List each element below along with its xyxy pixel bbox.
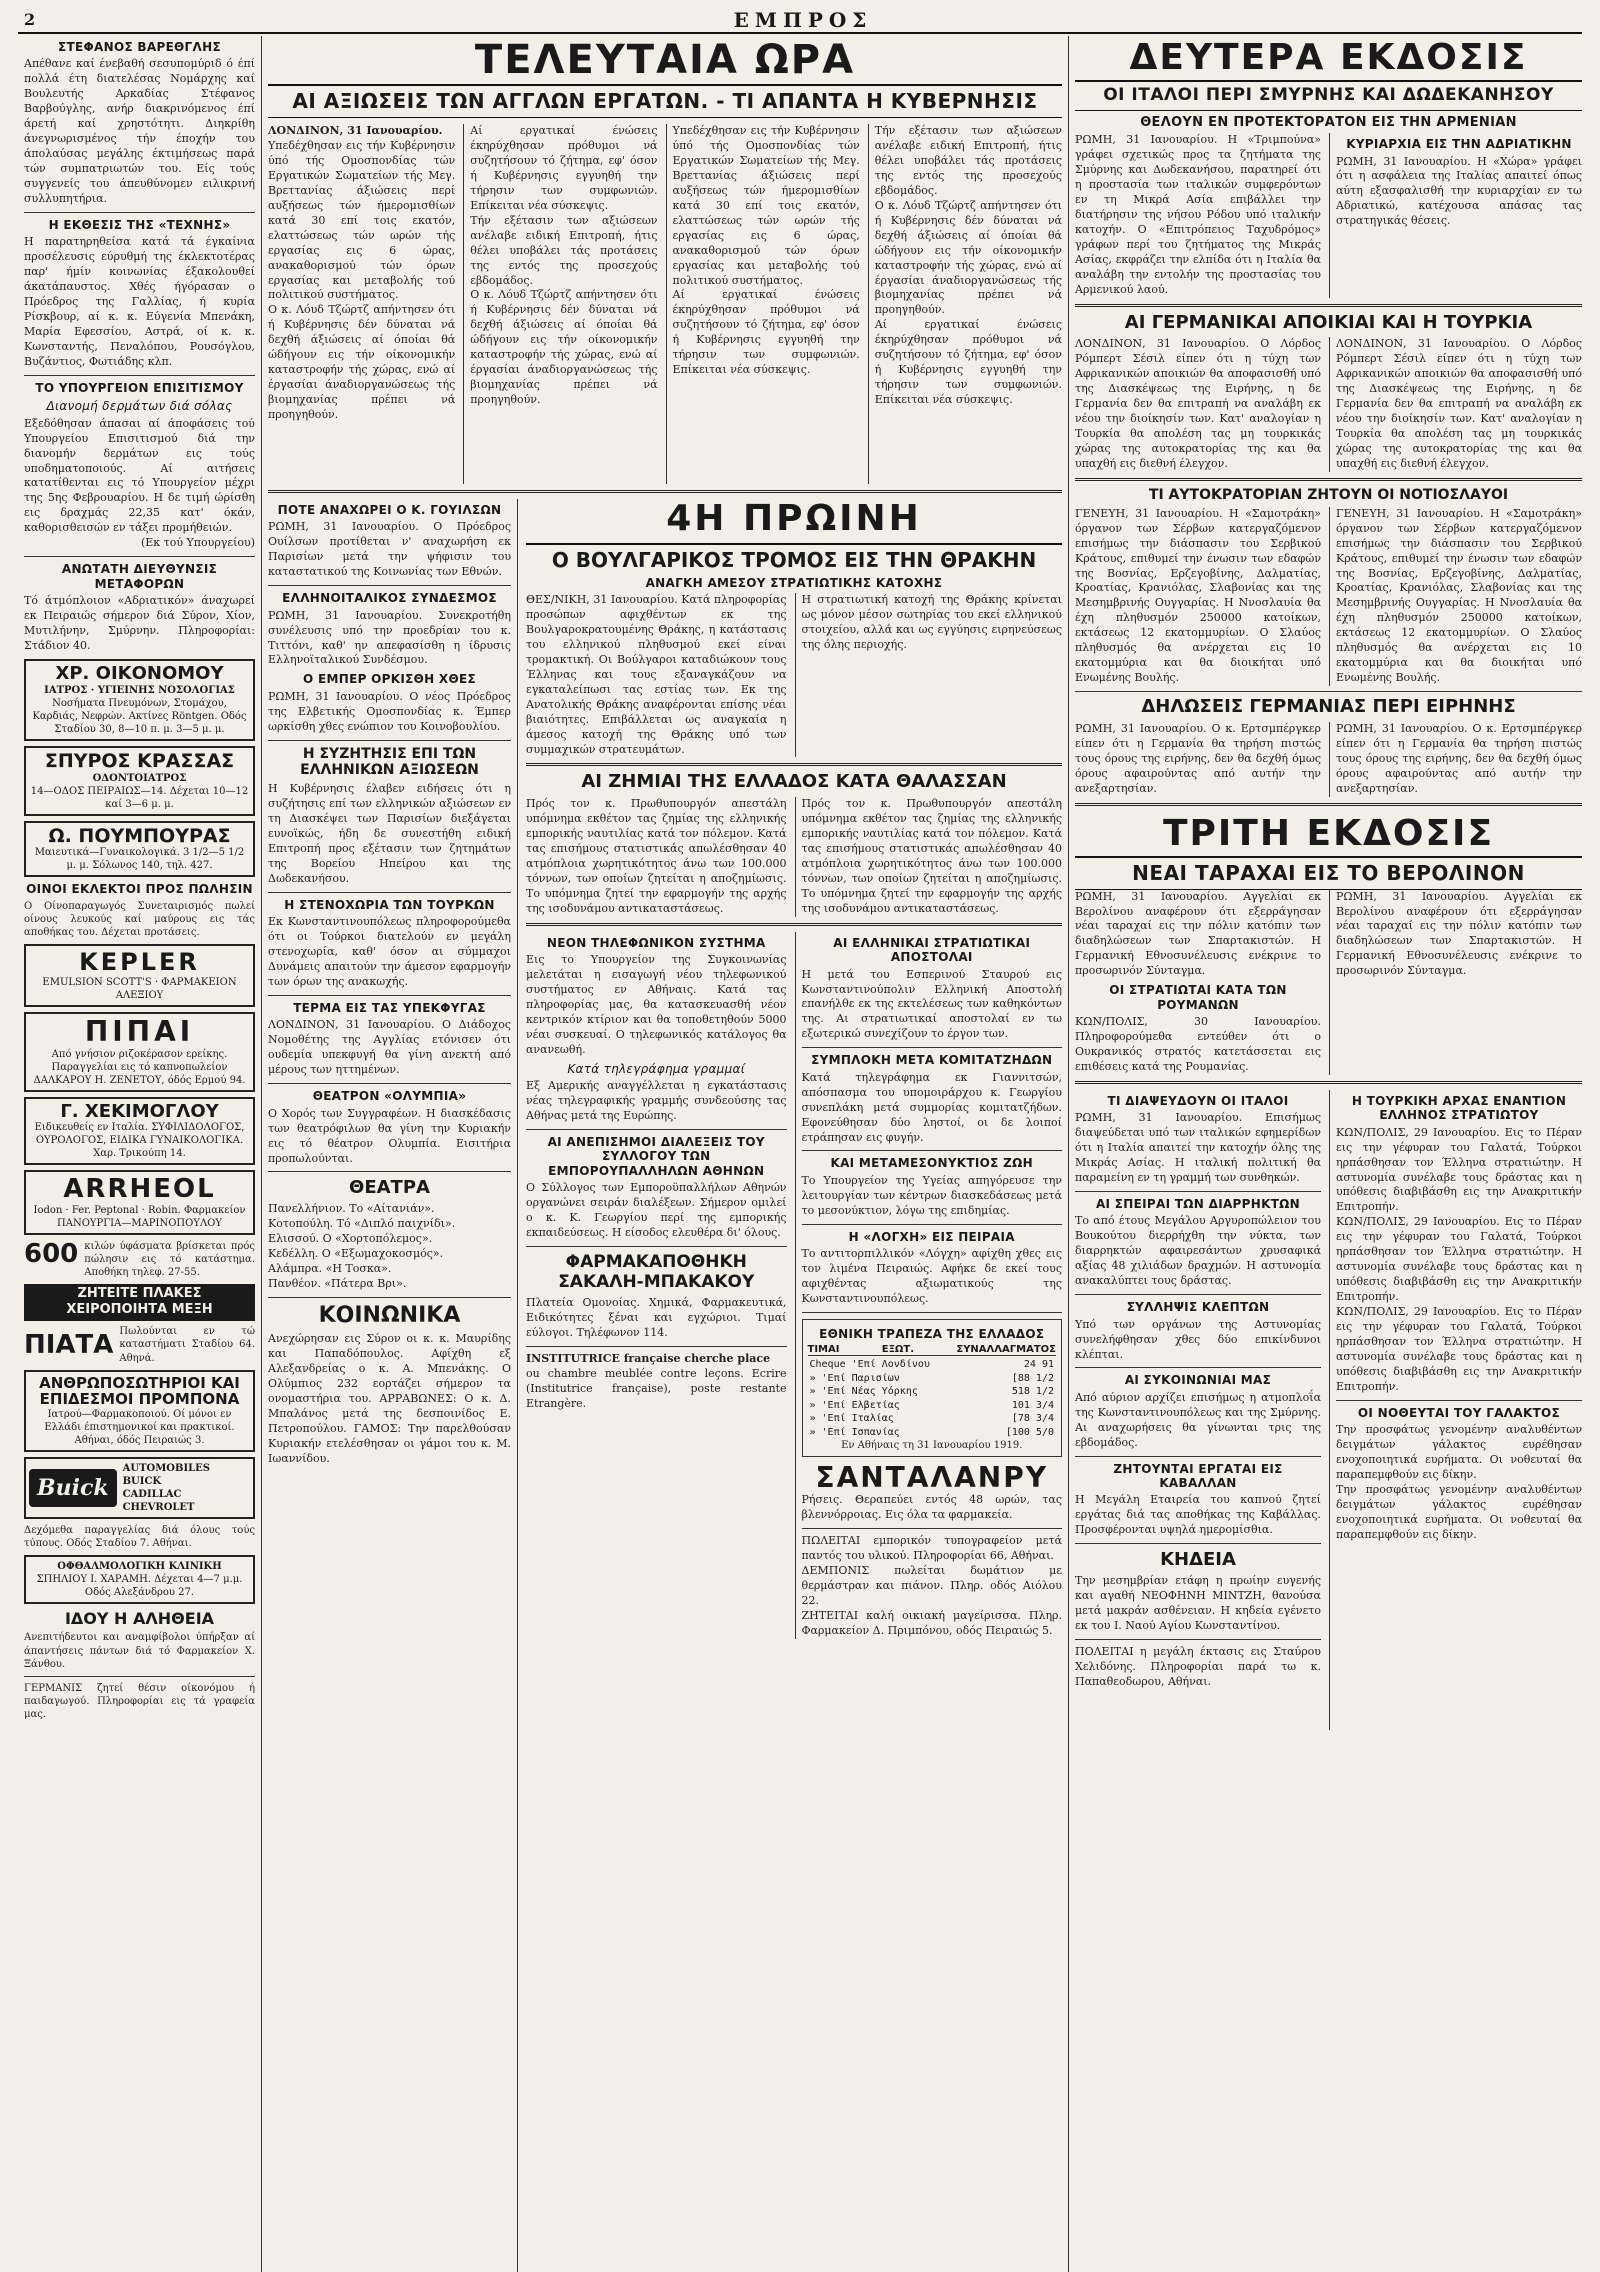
ad-buick <box>24 1457 255 1519</box>
lead-paragraph: Αί εργατικαί ένώσεις έκηρύχθησαν πρόθυμοι νά συζητήσουν τό ζήτημα, εφ' όσον ή Κυβέρνησις εγγυηθή την τήρησιν των συμφωνιών. Επίκειται νέα σύσκεψις. <box>672 288 860 377</box>
communications-title: ΑΙ ΣΥΚΟΙΝΩΝΙΑΙ ΜΑΣ <box>1124 1373 1272 1388</box>
divider <box>268 585 511 586</box>
exhibition-body: Η παρατηρηθείσα κατά τά έγκαίνια προσέλευσις εύρυθμή της έκλεκτοτέρας παρ' ήμίν κοινωνίας έξακολουθεί άκατάπαυστος. Χθές ήγόρασαν ο Πρόεδρος της Γαλλίας, ή κυρία Ρίσκβουρ, αί κ. κ. Εύγενία Μπενάκη, Μαρία Εφεσσίου, Αστρά, οί κ. κ. Κωνσταντής, Πεναλόπου, Ρουσόγλου, Βυζάντιος, Φωτιάδης κλπ. <box>24 235 255 368</box>
banner-second-edition: ΔΕΥΤΕΡΑ ΕΚΔΟΣΙΣ <box>1075 36 1582 82</box>
colonies-text: ΛΟΝΔΙΝΟΝ, 31 Ιανουαρίου. Ο Λόρδος Ρόμπερτ Σέσιλ είπεν ότι η τύχη των Αφρικανικών αποικιών θα αποφασισθή υπό της Διασκέψεως της Ειρήνης, η δε Γερμανία δεν θα επιτραπή να αναλάβη εκ νέου την διοίκησίν των. Κατ' αναλογίαν η Τουρκία θα απολέση τας μη τουρκικάς χώρας της αυτοκρατορίας της και θα υπαχθή εις διεθνή έλεγχον. <box>1075 337 1321 470</box>
divider <box>268 892 511 893</box>
ad-fabric-number: 600 <box>24 1238 79 1269</box>
ad-krassas <box>24 746 255 816</box>
ad-prompona-title: ΑΝΘΡΩΠΟΣΩΤΗΡΙΟΙ ΚΑΙ ΕΠΙΔΕΣΜΟΙ ΠΡΟΜΠΟΝΑ <box>39 1373 240 1409</box>
berlin-body: ΡΩΜΗ, 31 Ιανουαρίου. Αγγελίαι εκ Βερολίνου αναφέρουν ότι εξερράγησαν νέαι ταραχαί εις την πόλιν κατόπιν των διαδηλώσεων των Σπαρτακιστών. Η Γερμανική Εθνοσυνέλευσις ενέκρινε το προσωρινόν Σύνταγμα. <box>1075 889 1321 978</box>
peace-text: ΡΩΜΗ, 31 Ιανουαρίου. Ο κ. Ερτσμπέργκερ είπεν ότι η Γερμανία θα τηρήση πιστώς τους όρους της ειρήνης, δεν θα δεχθή όμως όρους αφαιρούντας από αυτήν την ανεξαρτησίαν. <box>1329 722 1582 797</box>
communications-body: Από αύριον αρχίζει επισήμως η ατμοπλοΐα της Κωνσταντινουπόλεως και της Σμύρνης. Αι αναχωρήσεις θα γίνωνται τρις της εβδομάδος. <box>1075 1390 1321 1449</box>
newspaper-page <box>18 0 1582 2272</box>
theatre-line: Πανθέον. «Πάτερα Βρι». <box>268 1276 407 1290</box>
funeral-title: ΚΗΔΕΙΑ <box>1160 1549 1236 1571</box>
santal-title: ΣΑΝΤΑΛΑΝΡΥ <box>815 1460 1049 1494</box>
peace-text: ΡΩΜΗ, 31 Ιανουαρίου. Ο κ. Ερτσμπέργκερ είπεν ότι η Γερμανία θα τηρήση πιστώς τους όρους της ειρήνης, δεν θα δεχθή όμως όρους αφαιρούντας από αυτήν την ανεξαρτησίαν. <box>1075 721 1321 795</box>
lead-col-2 <box>463 124 657 484</box>
lead-paragraph: Αί εργατικαί ένώσεις έκηρύχθησαν πρόθυμοι νά συζητήσουν τό ζήτημα, εφ' όσον ή Κυβέρνησις εγγυηθή την τήρησιν των συμφωνιών. Επίκειται νέα σύσκεψις. <box>470 124 658 212</box>
right-lower-left <box>1075 1090 1321 1730</box>
divider <box>1075 1456 1321 1457</box>
ministry-title: ΤΟ ΥΠΟΥΡΓΕΙΟΝ ΕΠΙΣΙΤΙΣΜΟΥ <box>35 380 244 395</box>
bulgarian-terror-subtitle: ΑΝΑΓΚΗ ΑΜΕΣΟΥ ΣΤΡΑΤΙΩΤΙΚΗΣ ΚΑΤΟΧΗΣ <box>645 575 943 590</box>
rate-value: [88 1/2 <box>1011 1372 1054 1384</box>
subbanner-italians: ΟΙ ΙΤΑΛΟΙ ΠΕΡΙ ΣΜΥΡΝΗΣ ΚΑΙ ΔΩΔΕΚΑΝΗΣΟΥ <box>1075 82 1582 111</box>
morning-banner: 4Η ΠΡΩΙΝΗ <box>526 499 1062 545</box>
lead-paragraph: Υπεδέχθησαν εις τήν Κυβέρνησιν ύπό τής Ομοσπονδίας τών Εργατικών Σωματείων τής Μεγ. Βρεττανίας άξιώσεις περί αυξήσεως τών ήμερομισθίων κατά 30 επί τοις εκατόν, ελαττώσεως τών ωρών τής εργασίας εις 6 ώρας, ανακαθορισμού τών όρων εργασίας και μεταβολής τού πολιτικού συστήματος. <box>672 124 860 287</box>
italy-side <box>1329 133 1582 297</box>
turks-title: Η ΣΤΕΝΟΧΩΡΙΑ ΤΩΝ ΤΟΥΡΚΩΝ <box>284 897 495 912</box>
emper-body: ΡΩΜΗ, 31 Ιανουαρίου. Ο νέος Πρόεδρος της Ελβετικής Ομοσπονδίας κ. Έμπερ ωρκίσθη χθες ενώπιον του Κοινοβουλίου. <box>268 689 511 733</box>
divider <box>268 740 511 741</box>
obituary-title: ΣΤΕΦΑΝΟΣ ΒΑΡΕΘΓΛΗΣ <box>58 40 221 54</box>
yugoslav-text: ΓΕΝΕΥΗ, 31 Ιανουαρίου. Η «Σαμοτράκη» όργανον των Σέρβων κατεργαζόμενον επισήμως την διάσπασιν του Σερβικού Κράτους, επιθυμεί την ένωσιν των εδαφών της Βοσνίας, Ερζεγοβίνης, Δαλματίας, Κροατίας, Κρανιόλας, Σλαβονίας και της Μεσημβρινής Ουγγαρίας. Η Ννοσλαυία θα έχη πληθυσμόν 250000 κατοίκων, εκτάσεως 12 εκατομμυρίων. Ο Σλαύος πληθυσμός θα ανέρχεται εις 10 εκατομμύρια και θα διοικήται υπό Ενωμένης Βουλής. <box>1329 507 1582 686</box>
bulgarian-terror-title: Ο ΒΟΥΛΓΑΡΙΚΟΣ ΤΡΟΜΟΣ ΕΙΣ ΤΗΝ ΘΡΑΚΗΝ <box>551 547 1037 572</box>
ad-krassas-body: 14—ΟΔΟΣ ΠΕΙΡΑΙΩΣ—14. Δέχεται 10—12 καί 3—6 μ. μ. <box>30 785 249 810</box>
turks-body: Εκ Κωνσταντινουπόλεως πληροφορούμεθα ότι οι Τούρκοι διατελούν εν μεγάλη στενοχωρία, καθ' όσον αι σύμμαχοι Δυνάμεις απαιτούν την άμεσον εφαρμογήν των όρων της ανακωχής. <box>268 915 511 989</box>
telephone-body-2: Εξ Αμερικής αναγγέλλεται η εγκατάστασις νέας τηλεγραφικής γραμμής συνδεούσης τας Αθήνας μετά της Ευρώπης. <box>526 1079 787 1123</box>
lead-paragraph: Υπεδέχθησαν εις τήν Κυβέρνησιν ύπό τής Ομοσπονδίας τών Εργατικών Σωματείων τής Μεγ. Βρεττανίας άξιώσεις περί αυξήσεως τών ήμερομισθίων κατά 30 επί τοις εκατόν, ελαττώσεως τών ωρών τής εργασίας εις 6 ώρας, ανακαθορισμού τών όρων εργασίας και μεταβολής τού πολιτικού συστήματος. <box>268 138 456 302</box>
theatre-olympia-title: ΘΕΑΤΡΟΝ «ΟΛΥΜΠΙΑ» <box>312 1089 467 1104</box>
page-number: 2 <box>24 10 36 29</box>
theatre-line: Πανελλήνιον. Το «Αίτανιάν». <box>268 1202 435 1216</box>
divider <box>1075 803 1582 806</box>
berlin-body-right: ΡΩΜΗ, 31 Ιανουαρίου. Αγγελίαι εκ Βερολίνου αναφέρουν ότι εξερράγησαν νέαι ταραχαί εις την πόλιν κατόπιν των διαδηλώσεων των Σπαρτακιστών. Η Γερμανική Εθνοσυνέλευσις ενέκρινε το προσωρινόν Σύνταγμα. <box>1329 890 1582 1075</box>
ad-fabric-body: κιλών ύφάσματα βρίσκεται πρός πώλησιν εις τό κατάστημα. Αποθήκη τηλεφ. 27-55. <box>84 1240 255 1279</box>
ad-oikonomou-subtitle: ΙΑΤΡΟΣ · ΥΓΙΕΙΝΗΣ ΝΟΣΟΛΟΓΙΑΣ <box>44 684 235 696</box>
lead-col-4 <box>868 124 1062 484</box>
transport-title: ΑΝΩΤΑΤΗ ΔΙΕΥΘΥΝΣΙΣ ΜΕΤΑΦΟΡΩΝ <box>61 562 218 591</box>
divider <box>24 375 255 376</box>
lectures-title: ΑΙ ΑΝΕΠΙΣΗΜΟΙ ΔΙΑΛΕΞΕΙΣ ΤΟΥ ΣΥΛΛΟΓΟΥ ΤΩΝ ΕΜΠΟΡΟΥΠΑΛΛΗΛΩΝ ΑΘΗΝΩΝ <box>547 1135 765 1178</box>
pharmacy-body: Πλατεία Ομονοίας. Χημικά, Φαρμακευτικά, Ειδικότητες ξέναι και εγχώριοι. Τιμαί εύλογοι. Τηλέφωνον 114. <box>526 1295 787 1339</box>
ad-poumpouras-body: Μαιευτικά—Γυναικολογικά. 3 1/2—5 1/2 μ. μ. Σόλωνος 140, τηλ. 427. <box>34 847 245 872</box>
lead-paragraph: Ο κ. Λόυδ Τζώρτζ απήντησεν ότι ή Κυβέρνησις δέν δύναται νά δεχθή άξιώσεις αί όποίαι θά ώδήγουν εις τήν οίκονομικήν καταστροφήν τής χώρας, ενώ αί έργασίαι άναδιοργανώσεως τής βιομηχανίας πρέπει νά προηγηθούν. <box>268 303 456 422</box>
ministry-source: (Εκ τού Υπουργείου) <box>140 536 255 550</box>
divider <box>526 923 1062 926</box>
ad-poumpouras <box>24 821 255 878</box>
bank-date: Εν Αθήναις τη 31 Ιανουαρίου 1919. <box>841 1440 1023 1452</box>
santal-body: Ρήσεις. Θεραπεύει εντός 48 ωρών, τας βλεννόρροιας. Εις όλα τα φαρμακεία. <box>801 1493 1062 1522</box>
nightlife-body: Το Υπουργείον της Υγείας απηγόρευσε την λειτουργίαν των κέντρων διασκεδάσεως μετά το μεσονύκτιον, λόγω της επιδημίας. <box>801 1173 1062 1217</box>
right-lower-grid <box>1075 1090 1582 1730</box>
workers-kavala-body: Η Μεγάλη Εταιρεία του καπνού ζητεί εργάτας διά τας αποθήκας της Καβάλλας. Προσφέρονται υψηλά ημερομίσθια. <box>1075 1493 1321 1537</box>
peace-body <box>1075 722 1582 797</box>
wines-body: Ο Οίνοπαραγωγός Συνεταιρισμός πωλεί οίνους λευκούς καί μαύρους εις τάς αποθήκας του. Δέχεται προτάσεις. <box>24 900 255 939</box>
table-row <box>808 1399 1057 1413</box>
ad-krassas-subtitle: ΟΔΟΝΤΟΙΑΤΡΟΣ <box>92 772 187 784</box>
ad-buick-line: CADILLAC <box>122 1488 182 1500</box>
classified: ΠΩΛΕΙΤΑΙ εμπορικόν τυπογραφείον μετά παντός του υλικού. Πληροφορίαι 66, Αθήναι. <box>801 1534 1062 1563</box>
thieves-body: Υπό των οργάνων της Αστυνομίας συνελήφθησαν χθες δύο επικίνδυνοι κλέπται. <box>1075 1317 1321 1361</box>
yugoslav-body <box>1075 507 1582 686</box>
rate-value: [78 3/4 <box>1011 1413 1054 1425</box>
divider <box>802 1150 1063 1151</box>
divider <box>1075 691 1582 692</box>
turkish-attack-body: ΚΩΝ/ΠΟΛΙΣ, 29 Ιανουαρίου. Εις το Πέραν εις την γέφυραν του Γαλατά, Τούρκοι ηρπάσθησαν τον Έλληνα στρατιώτην. Η αστυνομία συνέλαβε τους δράστας και η υπόθεσις διαβιβάσθη εις την Ανακριτικήν Επιτροπήν. <box>1336 1125 1582 1214</box>
divider <box>526 1129 787 1130</box>
ad-krassas-title: ΣΠΥΡΟΣ ΚΡΑΣΣΑΣ <box>44 749 235 772</box>
colonies-text: ΛΟΝΔΙΝΟΝ, 31 Ιανουαρίου. Ο Λόρδος Ρόμπερτ Σέσιλ είπεν ότι η τύχη των Αφρικανικών αποικιών θα αποφασισθή υπό της Διασκέψεως της Ειρήνης, η δε Γερμανία δεν θα επιτραπή να αναλάβη εκ νέου την διοίκησίν των. Κατ' αναλογίαν η Τουρκία θα απολέση τας μη τουρκικάς χώρας της αυτοκρατορίας της και θα υπαχθή εις διεθνή έλεγχον. <box>1329 337 1582 472</box>
colonies-body <box>1075 337 1582 472</box>
lower-news-right <box>795 932 1063 1639</box>
bank-header-left: ΤΙΜΑΙ <box>807 1344 840 1356</box>
lower-news-left <box>526 932 787 1639</box>
berlin-left <box>1075 890 1321 1075</box>
evasions-title: ΤΕΡΜΑ ΕΙΣ ΤΑΣ ΥΠΕΚΦΥΓΑΣ <box>293 1001 486 1016</box>
rate-label: » 'Επί Ιταλίας <box>809 1413 894 1425</box>
subbanner-armenia: ΘΕΛΟΥΝ ΕΝ ΠΡΟΤΕΚΤΟΡΑΤΟΝ ΕΙΣ ΤΗΝ ΑΡΜΕΝΙΑΝ <box>1140 114 1517 130</box>
middle-left-subcolumn <box>268 499 518 2272</box>
ad-kepler-subtitle: EMULSION SCOTT'S · ΦΑΡΜΑΚΕΙΟΝ ΑΛΕΞΙΟΥ <box>42 976 237 1001</box>
divider <box>268 490 1062 493</box>
ad-pipai-body: Από γνήσιον ριζοκέρασον ερείκης. Παραγγελίαι εις τό καπνοπωλείον ΔΑΛΚΑΡΟΥ Η. ΖΕΝΕΤΟΥ, όδός Ερμού 94. <box>33 1048 246 1086</box>
institutrice-body: ou chambre meublée contre leçons. Ecrire (Institutrice française), poste restante Etrangère. <box>526 1366 787 1410</box>
rate-label: » 'Επί Ισπανίας <box>809 1426 900 1438</box>
table-row <box>808 1426 1057 1440</box>
table-row <box>808 1412 1057 1426</box>
theatres-title: ΘΕΑΤΡΑ <box>349 1177 430 1199</box>
banner-last-hour: ΤΕΛΕΥΤΑΙΑ ΩΡΑ <box>268 36 1062 86</box>
turkish-attack-body: ΚΩΝ/ΠΟΛΙΣ, 29 Ιανουαρίου. Εις το Πέραν εις την γέφυραν του Γαλατά, Τούρκοι ηρπάσθησαν τον Έλληνα στρατιώτην. Η αστυνομία συνέλαβε τους δράστας και η υπόθεσις διαβιβάσθη εις την Ανακριτικήν Επιτροπήν. <box>1336 1305 1582 1393</box>
funeral-body: Την μεσημβρίαν ετάφη η πρωίην ευγενής και αγαθή ΝΕΟΦΗΝΗ ΜΙΝΤΖΗ, θανούσα μετά μακράν ασθένειαν. Η κηδεία εγένετο εκ του Ι. Ναού Αγίου Κωνσταντίνου. <box>1075 1573 1321 1632</box>
ad-charamis-body: ΣΠΗΛΙΟΥ Ι. ΧΑΡΑΜΗ. Δέχεται 4—7 μ.μ. Οδός Αλεξάνδρου 27. <box>36 1574 243 1599</box>
ad-oikonomou-title: ΧΡ. ΟΙΚΟΝΟΜΟΥ <box>55 662 224 684</box>
bulgarian-terror-body <box>526 593 1062 757</box>
italian-denials-body: ΡΩΜΗ, 31 Ιανουαρίου. Επισήμως διαψεύδεται υπό των ιταλικών εφημερίδων ότι η Ιταλία απαιτεί την κατοχήν όλης της Μικράς Ασίας. Η ιταλική πολιτική θα παραμείνη εν τη γραμμή των συνθηκών. <box>1075 1111 1321 1185</box>
lead-paragraph: Τήν εξέτασιν των αξιώσεων ανέλαβε ειδική Επιτροπή, ήτις θέλει υποβάλει τάς προτάσεις της εντός της προσεχούς εβδομάδος. <box>470 213 658 287</box>
losses-title: ΑΙ ΖΗΜΙΑΙ ΤΗΣ ΕΛΛΑΔΟΣ ΚΑΤΑ ΘΑΛΑΣΣΑΝ <box>581 771 1007 793</box>
ad-chekimoglou-body: Ειδικευθείς εν Ιταλία. ΣΥΦΙΛΙΔΟΛΟΓΟΣ, ΟΥΡΟΛΟΓΟΣ, ΕΙΔΙΚΑ ΓΥΝΑΙΚΟΛΟΓΙΚΑ. Χαρ. Τρικούπη 14. <box>34 1122 245 1160</box>
nightlife-title: ΚΑΙ ΜΕΤΑΜΕΣΟΝΥΚΤΙΟΣ ΖΩΗ <box>830 1156 1033 1171</box>
losses-text: Πρός τον κ. Πρωθυπουργόν απεστάλη υπόμνημα εκθέτον τας ζημίας της ελληνικής εμπορικής ναυτιλίας κατά τον πόλεμον. Κατά τας επισήμους στατιστικάς απωλέσθησαν 40 ατμόπλοια χωρητικότητος άνω των 100.000 τόννων, των οποίων ζητείται η αποζημίωσις. Το υπόμνημα ζητεί την εφαρμογήν της αρχής της ισοδυνάμου αντικαταστάσεως. <box>795 797 1063 917</box>
divider <box>24 1676 255 1677</box>
ad-arrheol-body: Iodon · Fer. Peptonal · Robin. Φαρμακείον ΠΑΝΟΥΡΓΙΑ—ΜΑΡΙΝΟΠΟΥΛΟΥ <box>33 1204 246 1229</box>
divider <box>268 1297 511 1298</box>
rate-label: » 'Επί Νέας Υόρκης <box>809 1386 918 1398</box>
ad-chekimoglou-title: Γ. ΧΕΚΙΜΟΓΛΟΥ <box>60 1100 219 1122</box>
wilson-title: ΠΟΤΕ ΑΝΑΧΩΡΕΙ Ο Κ. ΓΟΥΙΛΣΩΝ <box>277 503 502 517</box>
bank-table <box>808 1358 1057 1439</box>
transport-body: Τό άτμόπλοιον «Αδριατικόν» άναχωρεί εκ Πειραιώς σήμερον διά Σύρον, Χίον, Μυτιλήνην, Σμύρνην. Πληροφορίαι: Στάδιον 40. <box>24 594 255 652</box>
ad-buick-line: CHEVROLET <box>122 1501 195 1513</box>
ad-piata-title: ΠΙΑΤΑ <box>24 1329 114 1360</box>
logchi-body: Το αντιτορπιλλικόν «Λόγχη» αφίχθη χθες εις τον λιμένα Πειραιώς. Αφήκε δε εκεί τους αφιχθέντας αξιωματικούς της Κωνσταντινουπόλεως. <box>801 1247 1062 1305</box>
greek-italian-body: ΡΩΜΗ, 31 Ιανουαρίου. Συνεκροτήθη συνέλευσις υπό την προεδρίαν του κ. Τιττόνι, καθ' ην απεφασίσθη η ίδρυσις Ελληνοϊταλικού Συνδέσμου. <box>268 608 511 667</box>
lead-col-3 <box>666 124 860 484</box>
logchi-title: Η «ΛΟΓΧΗ» ΕΙΣ ΠΕΙΡΑΙΑ <box>848 1229 1015 1244</box>
yugoslav-title: ΤΙ ΑΥΤΟΚΡΑΤΟΡΙΑΝ ΖΗΤΟΥΝ ΟΙ ΝΟΤΙΟΣΛΑΥΟΙ <box>1148 486 1509 503</box>
missions-title: ΑΙ ΕΛΛΗΝΙΚΑΙ ΣΤΡΑΤΙΩΤΙΚΑΙ ΑΠΟΣΤΟΛΑΙ <box>833 935 1031 965</box>
wines-title: ΟΙΝΟΙ ΕΚΛΕΚΤΟΙ ΠΡΟΣ ΠΩΛΗΣΙΝ <box>26 882 253 897</box>
milk-title: ΟΙ ΝΟΘΕΥΤΑΙ ΤΟΥ ΓΑΛΑΚΤΟΣ <box>1357 1405 1561 1420</box>
ad-piata-body: Πωλούνται εν τώ καταστήματι Σταδίου 64. Αθηνά. <box>119 1326 255 1364</box>
ministry-body: Εξεδόθησαν άπασαι αί άποφάσεις τού Υπουργείου Επισιτισμού διά την διανομήν δερμάτων εις τούς υποδηματοποιούς. Αί αιτήσεις κατατίθενται εις τό Υπουργείον μέχρι της 5ης Φεβρουαρίου. Η δε τιμή ώρίσθη εις δραχμάς 22,35 κατ' όκάν, καθορισθεισών εν τάξει προμήθειών. <box>24 416 255 535</box>
rate-value: 101 3/4 <box>1011 1399 1054 1411</box>
classified-right: ΠΟΛΕΙΤΑΙ η μεγάλη έκτασις εις Σταύρου Χελιδόνης. Πληροφορίαι παρά τω κ. Παπαθεοδωρου, Αθήναι. <box>1075 1644 1321 1688</box>
bank-header-mid: ΕΞΩΤ. <box>881 1344 915 1356</box>
table-row <box>808 1372 1057 1386</box>
divider <box>1075 478 1582 481</box>
skirmish-title: ΣΥΜΠΛΟΚΗ ΜΕΤΑ ΚΟΜΙΤΑΤΖΗΔΩΝ <box>811 1053 1053 1068</box>
rate-label: » 'Επί Ελβετίας <box>809 1399 900 1411</box>
telephone-title: ΝΕΟΝ ΤΗΛΕΦΩΝΙΚΟΝ ΣΥΣΤΗΜΑ <box>546 935 766 950</box>
divider <box>802 1528 1063 1529</box>
lower-news-grid <box>526 932 1062 1639</box>
lead-paragraph: Ο κ. Λόυδ Τζώρτζ απήντησεν ότι ή Κυβέρνησις δέν δύναται νά δεχθή άξιώσεις αί όποίαι θά ώδήγουν εις τήν οίκονομικήν καταστροφήν τής χώρας, ενώ αί έργασίαι άναδιοργανώσεως τής βιομηχανίας πρέπει νά προηγηθούν. <box>874 198 1062 317</box>
lead-paragraph: Τήν εξέτασιν των αξιώσεων ανέλαβε ειδική Επιτροπή, ήτις θέλει υποβάλει τάς προτάσεις της εντός της προσεχούς εβδομάδος. <box>874 124 1062 197</box>
divider <box>1075 1081 1582 1084</box>
paper-name: ΕΜΠΡΟΣ <box>733 8 873 32</box>
telephone-subtitle: Κατά τηλεγράφημα γραμμαί <box>567 1061 746 1076</box>
bulgarian-terror-text: Η στρατιωτική κατοχή της Θράκης κρίνεται ως μόνον μέσον σωτηρίας του εκεί ελληνικού στοιχείου, αλλά και ως εγγύησις ειρηνεύσεως της όλης περιοχής. <box>795 593 1063 757</box>
lead-paragraph: Αί εργατικαί ένώσεις έκηρύχθησαν πρόθυμοι νά συζητήσουν τό ζήτημα, εφ' όσον ή Κυβέρνησις εγγυηθή την τήρησιν των συμφωνιών. Επίκειται νέα σύσκεψις. <box>874 318 1062 407</box>
divider <box>526 1346 787 1347</box>
ad-arrheol-title: ARRHEOL <box>63 1174 216 1205</box>
ad-pipai-title: ΠΙΠΑΙ <box>84 1014 195 1048</box>
ad-prompona-body: Ιατρού—Φαρμακοποιού. Οί μόνοι εν Ελλάδι έπιστημονικοί και πρακτικοί. Αθήναι, όδός Πειραιώς 3. <box>44 1408 235 1446</box>
divider <box>24 556 255 557</box>
greek-italian-title: ΕΛΛΗΝΟΙΤΑΛΙΚΟΣ ΣΥΝΔΕΣΜΟΣ <box>282 591 497 606</box>
divider <box>802 1047 1063 1048</box>
left-column <box>18 36 262 2272</box>
ad-kepler <box>24 944 255 1006</box>
theatre-line: Ελισσού. Ο «Χορτοπόλεμος». <box>268 1231 433 1245</box>
theatre-line: Κεδέλλη. Ο «Εξωμαχοκοσμός». <box>268 1246 444 1260</box>
obituary-body: Απέθανε καί ένεβαθή σεσυπομύριδ ό έπί πολλά έτη διατελέσας Νομάρχης καί Βουλευτής Αρκαδίας Στέφανος Βαρβούγλης, ανήρ διακρινόμενος έπί άρετή καί χρηστότητι. Διηκρίθη άνεγνωρισμένος τήν έποχήν του άπολαύσας μεγάλης έκτιμήσεως παρά τών συμπατριωτών του. Είς τούς συγγενείς του άπευθύνομεν ειλικρινή συλλυπητήρια. <box>24 57 255 205</box>
divider <box>1075 1543 1321 1544</box>
right-lower-right <box>1329 1090 1582 1730</box>
rate-value: 24 91 <box>1023 1359 1054 1371</box>
divider <box>1075 304 1582 307</box>
milk-body: Την προσφάτως γενομένην αναλυθέντων δειγμάτων γάλακτος ευρέθησαν ενοχοποιητικά ευρήματα. Οι νοθευταί θα παραπεμφθούν εις δίκην. <box>1336 1423 1582 1482</box>
ad-alitheia-body: Ανεπιτήδευτοι και αναμφίβολοι ύπήρξαν αί άπαντήσεις πάντων διά τό Φαρμακείον Χ. Ξάνθου. <box>24 1632 255 1670</box>
peace-title: ΔΗΛΩΣΕΙΣ ΓΕΡΜΑΝΙΑΣ ΠΕΡΙ ΕΙΡΗΝΗΣ <box>1141 696 1516 718</box>
italy-story <box>1075 133 1582 297</box>
ad-buick-line: BUICK <box>122 1475 162 1487</box>
divider <box>268 995 511 996</box>
ad-alitheia-title: ΙΔΟΥ Η ΑΛΗΘΕΙΑ <box>64 1609 215 1629</box>
exhibition-title: Η ΕΚΘΕΣΙΣ ΤΗΣ «ΤΕΧΝΗΣ» <box>48 217 231 232</box>
social-body: Ανεχώρησαν εις Σύρον οι κ. κ. Μαυρίδης και Παπαδόπουλος. Αφίχθη εξ Αλεξανδρείας ο κ. Α. Μπενάκης. Ο Ολύμπιος 232 εορτάζει σήμερον τα ονομαστήρια του. ΑΡΡΑΒΩΝΕΣ: Ο κ. Δ. Μπαλάνος μετά της δεσποινίδος Ε. Πετροπούλου. ΓΑΜΟΣ: Την παρελθούσαν Κυριακήν ετελέσθησαν οι γάμοι του κ. Μ. Ιωαννίδου. <box>268 1332 511 1465</box>
skirmish-body: Κατά τηλεγράφημα εκ Γιαννιτσών, απόσπασμα του υπομοιράρχου κ. Γεωργίου συνεπλάκη μετά συμμορίας κομιτατζήδων. Εφονεύθησαν δύο ληστοί, οι δε λοιποί ετράπησαν εις φυγήν. <box>801 1070 1062 1144</box>
romanians-body: ΚΩΝ/ΠΟΛΙΣ, 30 Ιανουαρίου. Πληροφορούμεθα εντεύθεν ότι ο Ουκρανικός στρατός κατετάσσεται εις επιθέσεις κατά της Ρουμανίας. <box>1075 1015 1321 1073</box>
ministry-subtitle: Διανομή δερμάτων διά σόλας <box>46 399 233 414</box>
divider <box>1336 1400 1582 1401</box>
middle-block <box>268 36 1062 2272</box>
ad-prompona <box>24 1370 255 1452</box>
losses-text: Πρός τον κ. Πρωθυπουργόν απεστάλη υπόμνημα εκθέτον τας ζημίας της ελληνικής εμπορικής ναυτιλίας κατά τον πόλεμον. Κατά τας επισήμους στατιστικάς απωλέσθησαν 40 ατμόπλοια χωρητικότητος άνω των 100.000 τόννων, των οποίων ζητείται η αποζημίωσις. Το υπόμνημα ζητεί την εφαρμογήν της αρχής της ισοδυνάμου αντικαταστάσεως. <box>526 797 787 915</box>
workers-kavala-title: ΖΗΤΟΥΝΤΑΙ ΕΡΓΑΤΑΙ ΕΙΣ ΚΑΒΑΛΛΑΝ <box>1113 1461 1283 1491</box>
classified: ΖΗΤΕΙΤΑΙ καλή οικιακή μαγείρισσα. Πληρ. Φαρμακείον Δ. Πριμπόνου, οδός Πειραιώς 5. <box>801 1608 1062 1637</box>
theatre-olympia-body: Ο Χορός των Συγγραφέων. Η διασκέδασις των θεατρόφιλων θα γίνη την Κυριακήν εις τό θέατρον Ολυμπία. Εισιτήρια προπωλούνται. <box>268 1106 511 1165</box>
adriatic-title: ΚΥΡΙΑΡΧΙΑ ΕΙΣ ΤΗΝ ΑΔΡΙΑΤΙΚΗΝ <box>1346 137 1572 152</box>
rate-value: 518 1/2 <box>1011 1386 1054 1398</box>
lead-dateline: ΛΟΝΔΙΝΟΝ, 31 Ιανουαρίου. <box>268 124 443 137</box>
discussion-body: Η Κυβέρνησις έλαβεν ειδήσεις ότι η συζήτησις επί των ελληνικών αξιώσεων εν τη Διασκέψει των Παρισίων διεξάγεται ευνοϊκώς, ήδη δε συνεστήθη ειδική Επιτροπή προς εξέτασιν των ζητημάτων της Βορείου Ηπείρου και της Δωδεκανήσου. <box>268 782 511 885</box>
adriatic-body: ΡΩΜΗ, 31 Ιανουαρίου. Η «Χώρα» γράφει ότι η ασφάλεια της Ιταλίας απαιτεί όπως αύτη εξασφαλισθή την κυριαρχίαν εν τω Αδριατικώ, κατέχουσα απάσας τας στρατηγικάς θέσεις. <box>1336 154 1582 228</box>
ad-oikonomou <box>24 659 255 741</box>
buick-logo: Buick <box>29 1469 117 1507</box>
milk-body: Την προσφάτως γενομένην αναλυθέντων δειγμάτων γάλακτος ευρέθησαν ενοχοποιητικά ευρήματα. Οι νοθευταί θα παραπεμφθούν εις δίκην. <box>1336 1483 1582 1541</box>
table-row <box>808 1385 1057 1399</box>
bank-header <box>808 1344 1057 1356</box>
bank-title: ΕΘΝΙΚΗ ΤΡΑΠΕΖΑ ΤΗΣ ΕΛΛΑΔΟΣ <box>819 1326 1045 1341</box>
italian-denials-title: ΤΙ ΔΙΑΨΕΥΔΟΥΝ ΟΙ ΙΤΑΛΟΙ <box>1107 1093 1289 1108</box>
divider <box>268 1171 511 1172</box>
bulgarian-terror-text: ΘΕΣ/ΝΙΚΗ, 31 Ιανουαρίου. Κατά πληροφορίας προσώπων αφιχθέντων εκ της Βουλγαροκρατουμένης Θράκης, η κατάστασις του ελληνικού πληθυσμού εκεί είναι τρομακτική. Οι Βούλγαροι καταδιώκουν τους Έλληνας και τους εξαναγκάζουν να εγκαταλείπωσι τας εστίας των. Εκ της Ανατολικής Θράκης αναφέρονται επίσης νέαι βιαιότητες. Επιβάλλεται ως αναγκαία η άμεσος κατοχή της Θράκης υπό των συμμαχικών στρατευμάτων. <box>526 592 787 756</box>
divider <box>526 1246 787 1247</box>
ad-buick-lines <box>123 1462 210 1514</box>
romanians-title: ΟΙ ΣΤΡΑΤΙΩΤΑΙ ΚΑΤΑ ΤΩΝ ΡΟΥΜΑΝΩΝ <box>1109 983 1287 1012</box>
rate-label: » 'Επί Παρισίων <box>809 1372 900 1384</box>
discussion-title: Η ΣΥΖΗΤΗΣΙΣ ΕΠΙ ΤΩΝ ΕΛΛΗΝΙΚΩΝ ΑΞΙΩΣΕΩΝ <box>300 745 479 779</box>
middle-right-subcolumn <box>526 499 1062 2272</box>
lead-story <box>268 124 1062 484</box>
divider <box>1075 1639 1321 1640</box>
ad-oikonomou-body: Νοσήματα Πνευμόνων, Στομάχου, Καρδιάς, Νεφρών. Ακτίνες Röntgen. Οδός Σταδίου 30, 8—10 π. μ. 3—5 μ. μ. <box>32 697 247 735</box>
italy-body: ΡΩΜΗ, 31 Ιανουαρίου. Η «Τριμπούνα» γράφει σχετικώς προς τα ζητήματα της Σμύρνης και Δωδεκανήσου, παρατηρεί ότι η προστασία των ιταλικών συμφερόντων εν τη Μικρά Ασία επιβάλλει την διατήρησιν της νήσου Ρόδου υπό ιταλικήν κατοχήν. Ο «Επιτρόπειος Ταχυδρόμος» γράφων περί του ζητήματος της Μικράς Ασίας, εκφράζει την ελπίδα ότι η Ιταλία θα αναλάβη την εντολήν της προστασίας του Αρμενικού λαού. <box>1075 133 1321 296</box>
ad-pipai <box>24 1012 255 1092</box>
classified: ΔΕΜΠΟΝΙΣ πωλείται δωμάτιον με θερμάστραν και πιάνον. Πληρ. οδός Αιόλου 22. <box>801 1564 1062 1608</box>
telephone-body: Εις το Υπουργείον της Συγκοινωνίας μελετάται η εισαγωγή νέου τηλεφωνικού συστήματος εν Αθήναις. Κατά τας πληροφορίας μας, θα κατασκευασθή νέον κεντρικόν κτίριον και θα τοποθετηθούν 5000 νέαι συσκευαί. Ο τηλεφωνικός κατάλογος θα ανανεωθή. <box>526 953 787 1056</box>
social-title: ΚΟΙΝΩΝΙΚΑ <box>318 1302 461 1328</box>
divider <box>24 212 255 213</box>
colonies-title: ΑΙ ΓΕΡΜΑΝΙΚΑΙ ΑΠΟΙΚΙΑΙ ΚΑΙ Η ΤΟΥΡΚΙΑ <box>1124 311 1533 333</box>
burglars-title: ΑΙ ΣΠΕΙΡΑΙ ΤΩΝ ΔΙΑΡΡΗΚΤΩΝ <box>1095 1197 1301 1212</box>
yugoslav-text: ΓΕΝΕΥΗ, 31 Ιανουαρίου. Η «Σαμοτράκη» όργανον των Σέρβων κατεργαζόμενον επισήμως την διάσπασιν του Σερβικού Κράτους, επιθυμεί την ένωσιν των εδαφών της Βοσνίας, Ερζεγοβίνης, Δαλματίας, Κροατίας, Κρανιόλας, Σλαβονίας και της Μεσημβρινής Ουγγαρίας. Η Ννοσλαυία θα έχη πληθυσμόν 250000 κατοίκων, εκτάσεως 12 εκατομμυρίων. Ο Σλαύος πληθυσμός θα ανέρχεται εις 10 εκατομμύρια και θα διοικήται υπό Ενωμένης Βουλής. <box>1075 506 1321 685</box>
missions-body: Η μετά του Εσπερινού Σταυρού εις Κωνσταντινούπολιν Ελληνική Αποστολή επανήλθε εκ της εκτελέσεως των καθηκόντων της. Αι στρατιωτικαί αποστολαί εν τω εξωτερικώ συνεχίζουν το έργον των. <box>801 967 1062 1041</box>
lead-col-1 <box>268 124 455 484</box>
pharmacy-title: ΦΑΡΜΑΚΑΠΟΘΗΚΗ ΣΑΚΑΛΗ-ΜΠΑΚΑΚΟΥ <box>558 1252 755 1293</box>
evasions-body: ΛΟΝΔΙΝΟΝ, 31 Ιανουαρίου. Ο Διάδοχος Νομοθέτης της Αγγλίας ετόνισεν ότι ουδεμία υπεκφυγή θα γίνη ανεκτή από μέρους των ηττημένων. <box>268 1018 511 1077</box>
bank-rates <box>802 1319 1063 1457</box>
divider <box>1075 1294 1321 1295</box>
emper-title: Ο ΕΜΠΕΡ ΟΡΚΙΣΘΗ ΧΘΕΣ <box>303 672 476 687</box>
banner-third-edition: ΤΡΙΤΗ ΕΚΔΟΣΙΣ <box>1075 812 1582 858</box>
lead-paragraph: Ο κ. Λόυδ Τζώρτζ απήντησεν ότι ή Κυβέρνησις δέν δύναται νά δεχθή άξιώσεις αί όποίαι θά ώδήγουν εις τήν οίκονομικήν καταστροφήν τής χώρας, ενώ αί έργασίαι άναδιοργανώσεως τής βιομηχανίας πρέπει νά προηγηθούν. <box>470 288 658 407</box>
ad-fabric <box>24 1240 255 1280</box>
wilson-body: ΡΩΜΗ, 31 Ιανουαρίου. Ο Πρόεδρος Ουίλσων προτίθεται ν' αναχωρήση εκ Παρισίων μετά την ψήφισιν του καταστατικού της Κοινωνίας των Εθνών. <box>268 520 511 579</box>
bank-header-right: ΣΥΝΑΛΛΑΓΜΑΤΟΣ <box>956 1344 1056 1356</box>
turkish-attack-body: ΚΩΝ/ΠΟΛΙΣ, 29 Ιανουαρίου. Εις το Πέραν εις την γέφυραν του Γαλατά, Τούρκοι ηρπάσθησαν τον Έλληνα στρατιώτην. Η αστυνομία συνέλαβε τους δράστας και η υπόθεσις διαβιβάσθη εις την Ανακριτικήν Επιτροπήν. <box>1336 1215 1582 1304</box>
divider <box>268 1083 511 1084</box>
table-row <box>808 1358 1057 1372</box>
subbanner-berlin: ΝΕΑΙ ΤΑΡΑΧΑΙ ΕΙΣ ΤΟ ΒΕΡΟΛΙΝΟΝ <box>1075 858 1582 890</box>
ad-buick-title: AUTOMOBILES <box>122 1462 211 1474</box>
theatre-line: Αλάμπρα. «Η Τοσκα». <box>268 1261 392 1275</box>
ad-charamis <box>24 1555 255 1604</box>
ad-piata <box>24 1325 255 1365</box>
ad-arrheol <box>24 1170 255 1235</box>
ad-germanis: ΓΕΡΜΑΝΙΣ ζητεί θέσιν οίκονόμου ή παιδαγωγού. Πληροφορίαι εις τά γραφεία μας. <box>24 1682 255 1721</box>
divider <box>802 1224 1063 1225</box>
berlin-story <box>1075 890 1582 1075</box>
rate-value: [100 5/0 <box>1005 1426 1054 1438</box>
rate-label: Cheque 'Επί Λονδίνου <box>809 1359 930 1371</box>
ad-plakes: ΖΗΤΕΙΤΕ ΠΛΑΚΕΣ ΧΕΙΡΟΠΟΙΗΤΑ ΜΕΞΗ <box>24 1284 255 1322</box>
middle-lower <box>268 499 1062 2272</box>
thieves-title: ΣΥΛΛΗΨΙΣ ΚΛΕΠΤΩΝ <box>1126 1300 1270 1315</box>
divider <box>802 1312 1063 1313</box>
burglars-body: Το από έτους Μεγάλου Αργυροπώλειον του Βουκούτου διερρήχθη την νύκτα, των διαρρηκτών αφαιρεσάντων χρυσαφικά αξίας 48 χιλιάδων δραχμών. Η αστυνομία ανακαλύπτει τους δράστας. <box>1075 1214 1321 1288</box>
divider <box>1075 1191 1321 1192</box>
ad-chekimoglou <box>24 1097 255 1166</box>
masthead <box>18 8 1582 34</box>
divider <box>526 763 1062 766</box>
ad-buick-body: Δεχόμεθα παραγγελίας διά όλους τούς τύπους. Οδός Σταδίου 7. Αθήναι. <box>24 1524 255 1550</box>
losses-body <box>526 797 1062 917</box>
lectures-body: Ο Σύλλογος των Εμποροϋπαλλήλων Αθηνών οργανώνει σειράν διαλέξεων. Σήμερον ομιλεί ο κ. Κ. Γεωργίου περί της εμπορικής εκπαιδεύσεως. Η είσοδος ελευθέρα δι' όλους. <box>526 1181 787 1240</box>
ad-poumpouras-title: Ω. ΠΟΥΜΠΟΥΡΑΣ <box>48 824 231 847</box>
ad-charamis-title: ΟΦΘΑΛΜΟΛΟΓΙΚΗ ΚΛΙΝΙΚΗ <box>57 1561 222 1573</box>
theatre-line: Κοτοπούλη. Τό «Διπλό παιχνίδι». <box>268 1217 456 1231</box>
right-block <box>1068 36 1582 2272</box>
turkish-attack-title: Η ΤΟΥΡΚΙΚΗ ΑΡΧΑΣ ΕΝΑΝΤΙΟΝ ΕΛΛΗΝΟΣ ΣΤΡΑΤΙΩΤΟΥ <box>1351 1093 1567 1123</box>
subbanner-workers: ΑΙ ΑΞΙΩΣΕΙΣ ΤΩΝ ΑΓΓΛΩΝ ΕΡΓΑΤΩΝ. - ΤΙ ΑΠΑΝΤΑ Η ΚΥΒΕΡΝΗΣΙΣ <box>268 86 1062 118</box>
divider <box>1075 1367 1321 1368</box>
ad-kepler-title: KEPLER <box>79 948 200 977</box>
institutrice-title: INSTITUTRICE française cherche place <box>526 1351 771 1365</box>
